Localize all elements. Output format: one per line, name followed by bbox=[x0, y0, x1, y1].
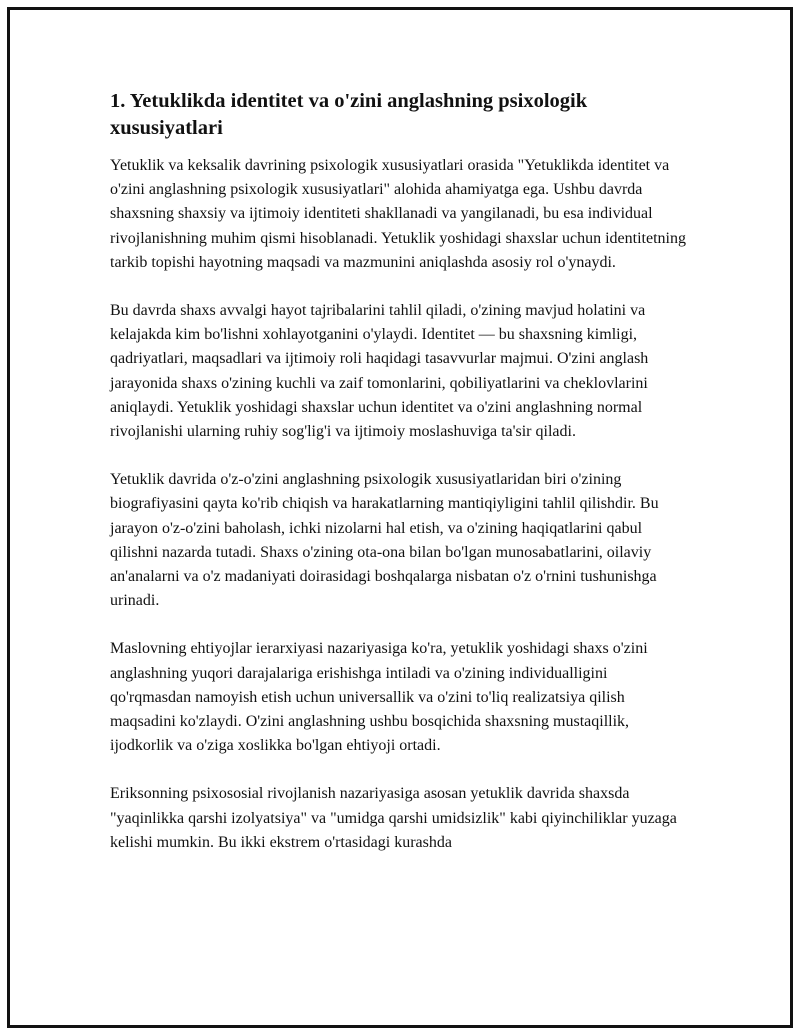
paragraph-1: Yetuklik va keksalik davrining psixologik xususiyatlari orasida "Yetuklikda identitet va o'zini anglashning psixologik xususiyatlari" alohida ahamiyatga ega. Ushbu davrda shaxsning shaxsiy va ijtimoiy identiteti shakllanadi va yangilanadi, bu esa individual rivojlanishning muhim qismi hisoblanadi. Yetuklik yoshidagi shaxslar uchun identitetning tarkib topishi hayotning maqsadi va mazmunini aniqlashda asosiy rol o'ynaydi. bbox=[110, 157, 686, 271]
paragraph-3: Yetuklik davrida o'z-o'zini anglashning psixologik xususiyatlaridan biri o'zining biografiyasini qayta ko'rib chiqish va harakatlarning mantiqiyligini tahlil qilishdir. Bu jarayon o'z-o'zini baholash, ichki nizolarni hal etish, va o'zining haqiqatlarini qabul qilishni nazarda tutadi. Shaxs o'zining ota-ona bilan bo'lgan munosabatlarini, oilaviy an'analarni va o'z madaniyati doirasidagi boshqalarga nisbatan o'z o'rnini tushunishga urinadi. bbox=[110, 471, 659, 610]
section-heading: 1. Yetuklikda identitet va o'zini anglashning psixologik xususiyatlari bbox=[110, 90, 588, 139]
document-content bbox=[110, 88, 690, 879]
paragraph-2: Bu davrda shaxs avvalgi hayot tajribalarini tahlil qiladi, o'zining mavjud holatini va kelajakda kim bo'lishni xohlayotganini o'ylaydi. Identitet — bu shaxsning kimligi, qadriyatlari, maqsadlari va ijtimoiy roli haqidagi tasavvurlar majmui. O'zini anglash jarayonida shaxs o'zining kuchli va zaif tomonlarini, qobiliyatlarini va cheklovlarini aniqlaydi. Yetuklik yoshidagi shaxslar uchun identitet va o'zini anglashning normal rivojlanishi ularning ruhiy sog'lig'i va ijtimoiy moslashuviga ta'sir qiladi. bbox=[110, 302, 649, 441]
paragraph-4: Maslovning ehtiyojlar ierarxiyasi nazariyasiga ko'ra, yetuklik yoshidagi shaxs o'zini anglashning yuqori darajalariga erishishga intiladi va o'zining individualligini qo'rqmasdan namoyish etish uchun universallik va o'zini to'liq realizatsiya qilish maqsadini ko'zlaydi. O'zini anglashning ushbu bosqichida shaxsning mustaqillik, ijodkorlik va o'ziga xoslikka bo'lgan ehtiyoji ortadi. bbox=[110, 640, 648, 755]
paragraph-5: Eriksonning psixososial rivojlanish nazariyasiga asosan yetuklik davrida shaxsda "yaqinlikka qarshi izolyatsiya" va "umidga qarshi umidsizlik" kabi qiyinchiliklar yuzaga kelishi mumkin. Bu ikki ekstrem o'rtasidagi kurashda bbox=[110, 785, 677, 851]
